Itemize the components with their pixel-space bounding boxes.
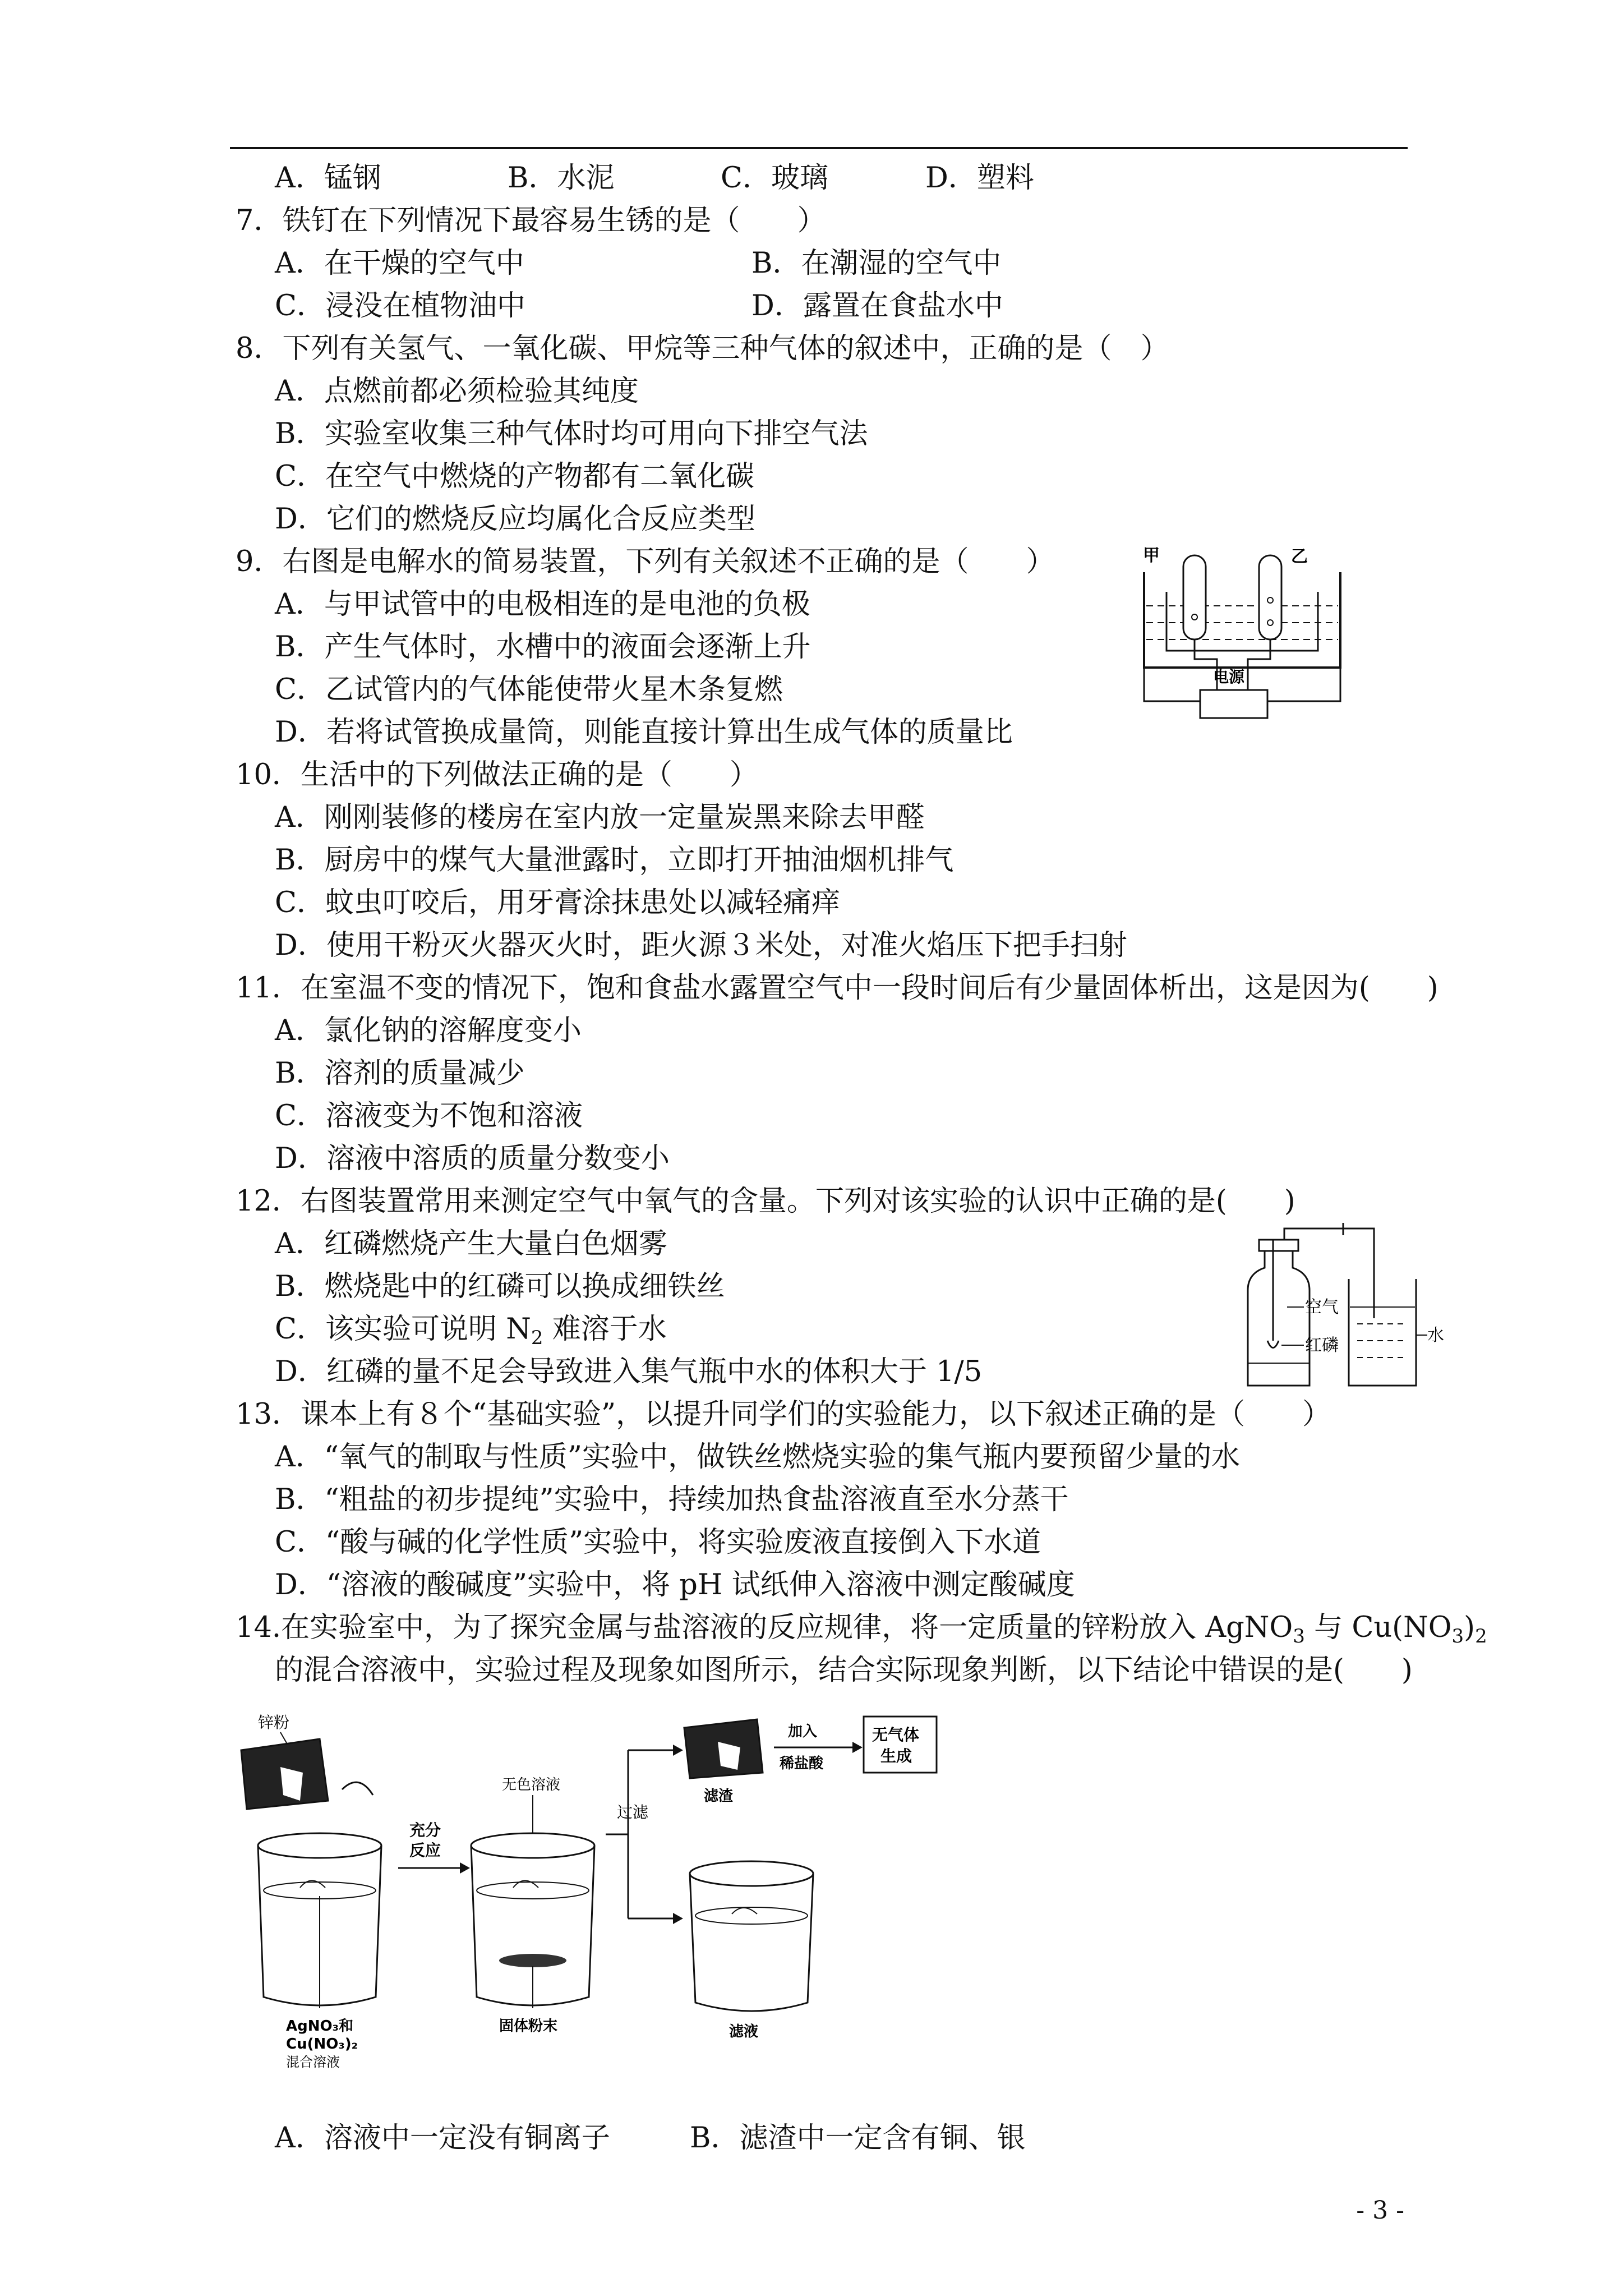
label-mix3: 混合溶液 [286, 2054, 340, 2070]
label-filter: 过滤 [617, 1803, 649, 1821]
zinc-experiment-figure [236, 1705, 965, 2081]
label-nogas2: 生成 [880, 1747, 912, 1765]
q10-option-c: C．蚊虫叮咬后，用牙膏涂抹患处以减轻痛痒 [275, 886, 841, 919]
q12-option-c [275, 1312, 667, 1347]
label-solid: 固体粉末 [499, 2018, 558, 2035]
oxygen-content-figure [1231, 1223, 1444, 1391]
page-number: - 3 - [1356, 2196, 1404, 2225]
label-zinc: 锌粉 [258, 1713, 290, 1732]
q13-option-c: C．“酸与碱的化学性质”实验中，将实验废液直接倒入下水道 [275, 1526, 1041, 1559]
q14-sub2: 3 [1451, 1625, 1464, 1648]
label-mix1: AgNO₃和 [286, 2018, 353, 2035]
q12-c-pre: C．该实验可说明 N [275, 1313, 531, 1346]
label-colorless: 无色溶液 [502, 1777, 561, 1793]
label-react2: 反应 [409, 1841, 441, 1860]
q14-s1: 14.在实验室中，为了探究金属与盐溶液的反应规律，将一定质量的锌粉放入 AgNO [236, 1611, 1293, 1644]
label-jia: 甲 [1143, 546, 1160, 565]
q11-option-b: B．溶剂的质量减少 [275, 1057, 525, 1090]
q8-option-c: C．在空气中燃烧的产物都有二氧化碳 [275, 460, 755, 493]
q9-stem: 9．右图是电解水的简易装置，下列有关叙述不正确的是（ ） [236, 545, 1055, 578]
label-acid: 稀盐酸 [780, 1755, 824, 1772]
q11-stem: 11．在室温不变的情况下，饱和食盐水露置空气中一段时间后有少量固体析出，这是因为( ) [236, 972, 1438, 1005]
q6-option-a: A．锰钢 [275, 162, 381, 195]
q9-option-d: D．若将试管换成量筒，则能直接计算出生成气体的质量比 [275, 716, 1013, 749]
label-yi: 乙 [1291, 547, 1308, 567]
q13-option-a: A．“氧气的制取与性质”实验中，做铁丝燃烧实验的集气瓶内要预留少量的水 [275, 1441, 1240, 1474]
q14-sub1: 3 [1293, 1625, 1305, 1648]
q8-option-d: D．它们的燃烧反应均属化合反应类型 [275, 503, 755, 536]
q13-option-b: B．“粗盐的初步提纯”实验中，持续加热食盐溶液直至水分蒸干 [275, 1483, 1069, 1516]
q6-option-c: C．玻璃 [721, 162, 829, 195]
q12-c-sub: 2 [531, 1327, 543, 1349]
q14-option-b: B．滤渣中一定含有铜、银 [690, 2122, 1026, 2155]
q12-c-post: 难溶于水 [543, 1313, 667, 1346]
power-label: 电源 [1213, 668, 1245, 686]
q9-option-a: A．与甲试管中的电极相连的是电池的负极 [275, 588, 810, 621]
q14-option-a: A．溶液中一定没有铜离子 [275, 2122, 610, 2155]
q7-stem: 7．铁钉在下列情况下最容易生锈的是（ ） [236, 204, 826, 237]
label-red-phosphorus: 红磷 [1305, 1336, 1339, 1355]
q9-option-c: C．乙试管内的气体能使带火星木条复燃 [275, 673, 783, 706]
q7-option-b: B．在潮湿的空气中 [751, 247, 1002, 280]
q11-option-d: D．溶液中溶质的质量分数变小 [275, 1142, 670, 1175]
q12-option-d: D．红磷的量不足会导致进入集气瓶中水的体积大于 1/5 [275, 1355, 983, 1388]
q13-option-d: D．“溶液的酸碱度”实验中，将 pH 试纸伸入溶液中测定酸碱度 [275, 1568, 1075, 1602]
q11-option-c: C．溶液变为不饱和溶液 [275, 1099, 583, 1133]
q14-s2: 与 Cu(NO [1304, 1611, 1452, 1644]
label-add: 加入 [788, 1723, 818, 1740]
q14-sub3: 2 [1475, 1625, 1487, 1648]
label-air: 空气 [1305, 1297, 1339, 1317]
q7-option-a: A．在干燥的空气中 [275, 247, 524, 280]
q10-stem: 10．生活中的下列做法正确的是（ ） [236, 758, 758, 792]
q10-option-b: B．厨房中的煤气大量泄露时，立即打开抽油烟机排气 [275, 844, 954, 877]
label-react1: 充分 [409, 1821, 441, 1839]
q6-option-d: D．塑料 [925, 162, 1034, 195]
q13-stem: 13．课本上有８个“基础实验”，以提升同学们的实验能力，以下叙述正确的是（ ） [236, 1398, 1331, 1431]
q14-stem-line1 [236, 1610, 1487, 1646]
label-nogas1: 无气体 [872, 1726, 920, 1744]
q7-option-d: D．露置在食盐水中 [751, 289, 1003, 323]
q14-stem-line2: 的混合溶液中，实验过程及现象如图所示，结合实际现象判断，以下结论中错误的是( ) [275, 1654, 1413, 1687]
q7-option-c: C．浸没在植物油中 [275, 289, 526, 323]
q14-s3: ) [1464, 1611, 1476, 1644]
q10-option-d: D．使用干粉灭火器灭火时，距火源３米处，对准火焰压下把手扫射 [275, 929, 1127, 962]
label-filtrate: 滤液 [729, 2023, 759, 2040]
header-rule [230, 147, 1408, 149]
q8-option-b: B．实验室收集三种气体时均可用向下排空气法 [275, 417, 868, 450]
label-water: 水 [1427, 1326, 1444, 1345]
label-mix2: Cu(NO₃)₂ [286, 2036, 358, 2053]
q12-stem: 12．右图装置常用来测定空气中氧气的含量。下列对该实验的认识中正确的是( ) [236, 1185, 1295, 1218]
q6-option-b: B．水泥 [508, 162, 615, 195]
q9-option-b: B．产生气体时，水槽中的液面会逐渐上升 [275, 631, 811, 664]
label-residue: 滤渣 [704, 1788, 734, 1805]
q12-option-b: B．燃烧匙中的红磷可以换成细铁丝 [275, 1270, 725, 1303]
q8-option-a: A．点燃前都必须检验其纯度 [275, 375, 639, 408]
q8-stem: 8．下列有关氢气、一氧化碳、甲烷等三种气体的叙述中，正确的是（ ） [236, 332, 1169, 365]
q10-option-a: A．刚刚装修的楼房在室内放一定量炭黑来除去甲醛 [275, 801, 925, 834]
electrolysis-figure [1133, 539, 1357, 724]
q11-option-a: A．氯化钠的溶解度变小 [275, 1014, 582, 1047]
q12-option-a: A．红磷燃烧产生大量白色烟雾 [275, 1227, 667, 1260]
